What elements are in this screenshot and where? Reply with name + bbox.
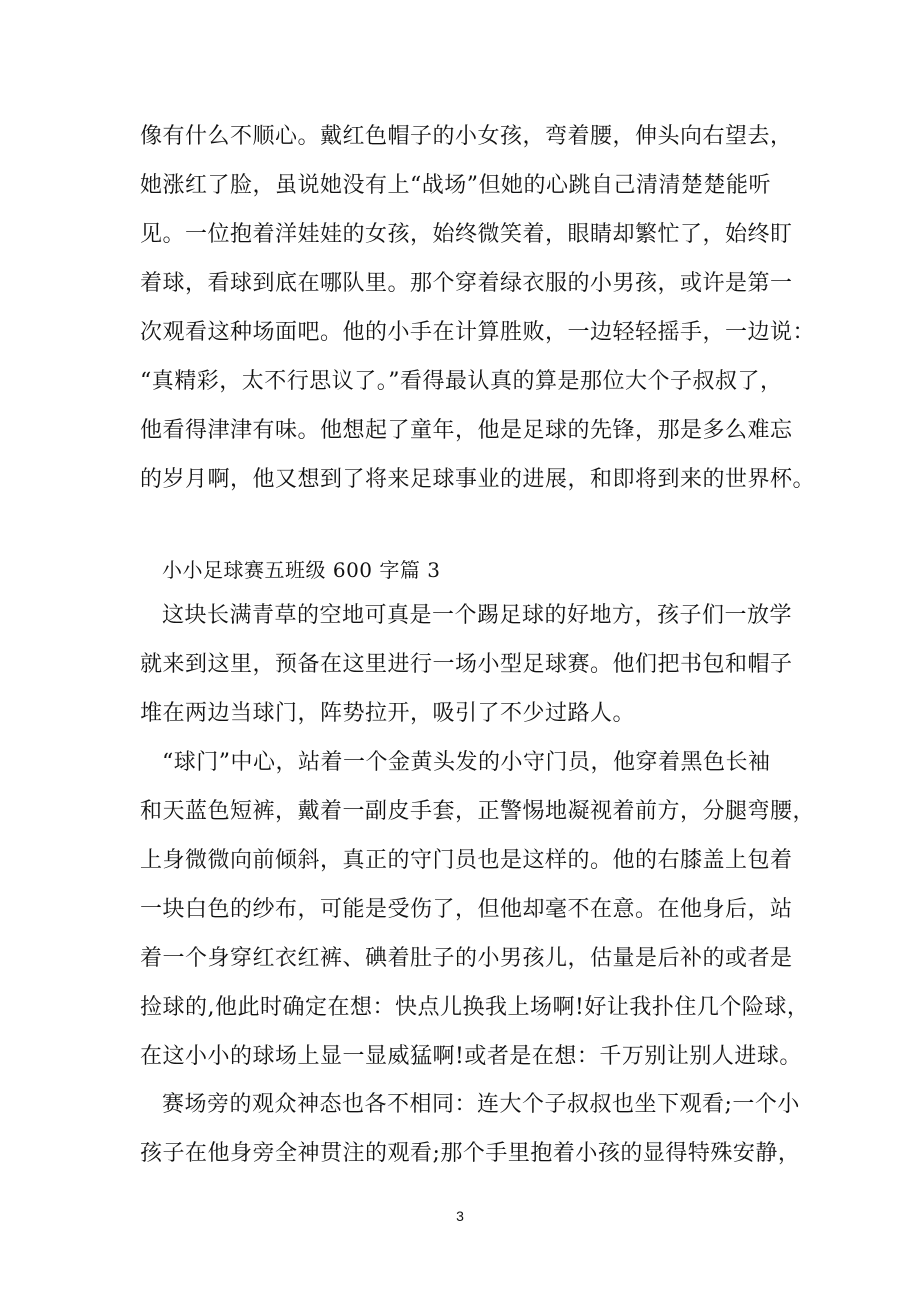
text-line: “真精彩，太不行思议了。”看得最认真的算是那位大个子叔叔了， — [140, 369, 783, 394]
section-heading: 小小足球赛五班级 600 字篇 3 — [162, 558, 441, 582]
text-line: 一块白色的纱布，可能是受伤了，但他却毫不在意。在他身后，站 — [140, 897, 793, 922]
text-line: 像有什么不顺心。戴红色帽子的小女孩，弯着腰，伸头向右望去， — [140, 124, 793, 149]
paragraph-3 — [140, 1080, 801, 1178]
text-line: 堆在两边当球门，阵势拉开，吸引了不少过路人。 — [140, 701, 636, 726]
text-line: 的岁月啊，他又想到了将来足球事业的进展，和即将到来的世界杯。 — [140, 467, 816, 492]
text-line: 就来到这里，预备在这里进行一场小型足球赛。他们把书包和帽子 — [140, 652, 793, 677]
paragraph-1 — [140, 591, 793, 738]
text-line: 见。一位抱着洋娃娃的女孩，始终微笑着，眼睛却繁忙了，始终盯 — [140, 222, 793, 247]
text-line: 这块长满青草的空地可真是一个踢足球的好地方，孩子们一放学 — [162, 603, 793, 628]
text-line: 他看得津津有味。他想起了童年，他是足球的先锋，那是多么难忘 — [140, 418, 793, 443]
text-line: 次观看这种场面吧。他的小手在计算胜败，一边轻轻摇手，一边说： — [140, 320, 816, 345]
text-line: 着一个身穿红衣红裤、碘着肚子的小男孩儿，估量是后补的或者是 — [140, 946, 793, 971]
paragraph-continued — [140, 112, 816, 504]
text-line: 上身微微向前倾斜，真正的守门员也是这样的。他的右膝盖上包着 — [140, 848, 793, 873]
text-line: “球门”中心，站着一个金黄头发的小守门员，他穿着黑色长袖 — [162, 750, 771, 775]
text-line: 赛场旁的观众神态也各不相同：连大个子叔叔也坐下观看;一个小 — [162, 1092, 800, 1117]
text-line: 着球，看球到底在哪队里。那个穿着绿衣服的小男孩，或许是第一 — [140, 271, 793, 296]
page-number: 3 — [456, 1208, 464, 1224]
section-heading-block — [140, 546, 790, 595]
text-line: 和天蓝色短裤，戴着一副皮手套，正警惕地凝视着前方，分腿弯腰， — [140, 799, 816, 824]
paragraph-2 — [140, 738, 816, 1081]
text-line: 在这小小的球场上显一显威猛啊!或者是在想：千万别让别人进球。 — [140, 1044, 802, 1069]
text-line: 捡球的,他此时确定在想：快点儿换我上场啊!好让我扑住几个险球， — [140, 995, 810, 1020]
text-line: 孩子在他身旁全神贯注的观看;那个手里抱着小孩的显得特殊安静， — [140, 1141, 801, 1166]
text-line: 她涨红了脸，虽说她没有上“战场”但她的心跳自己清清楚楚能听 — [140, 173, 771, 198]
